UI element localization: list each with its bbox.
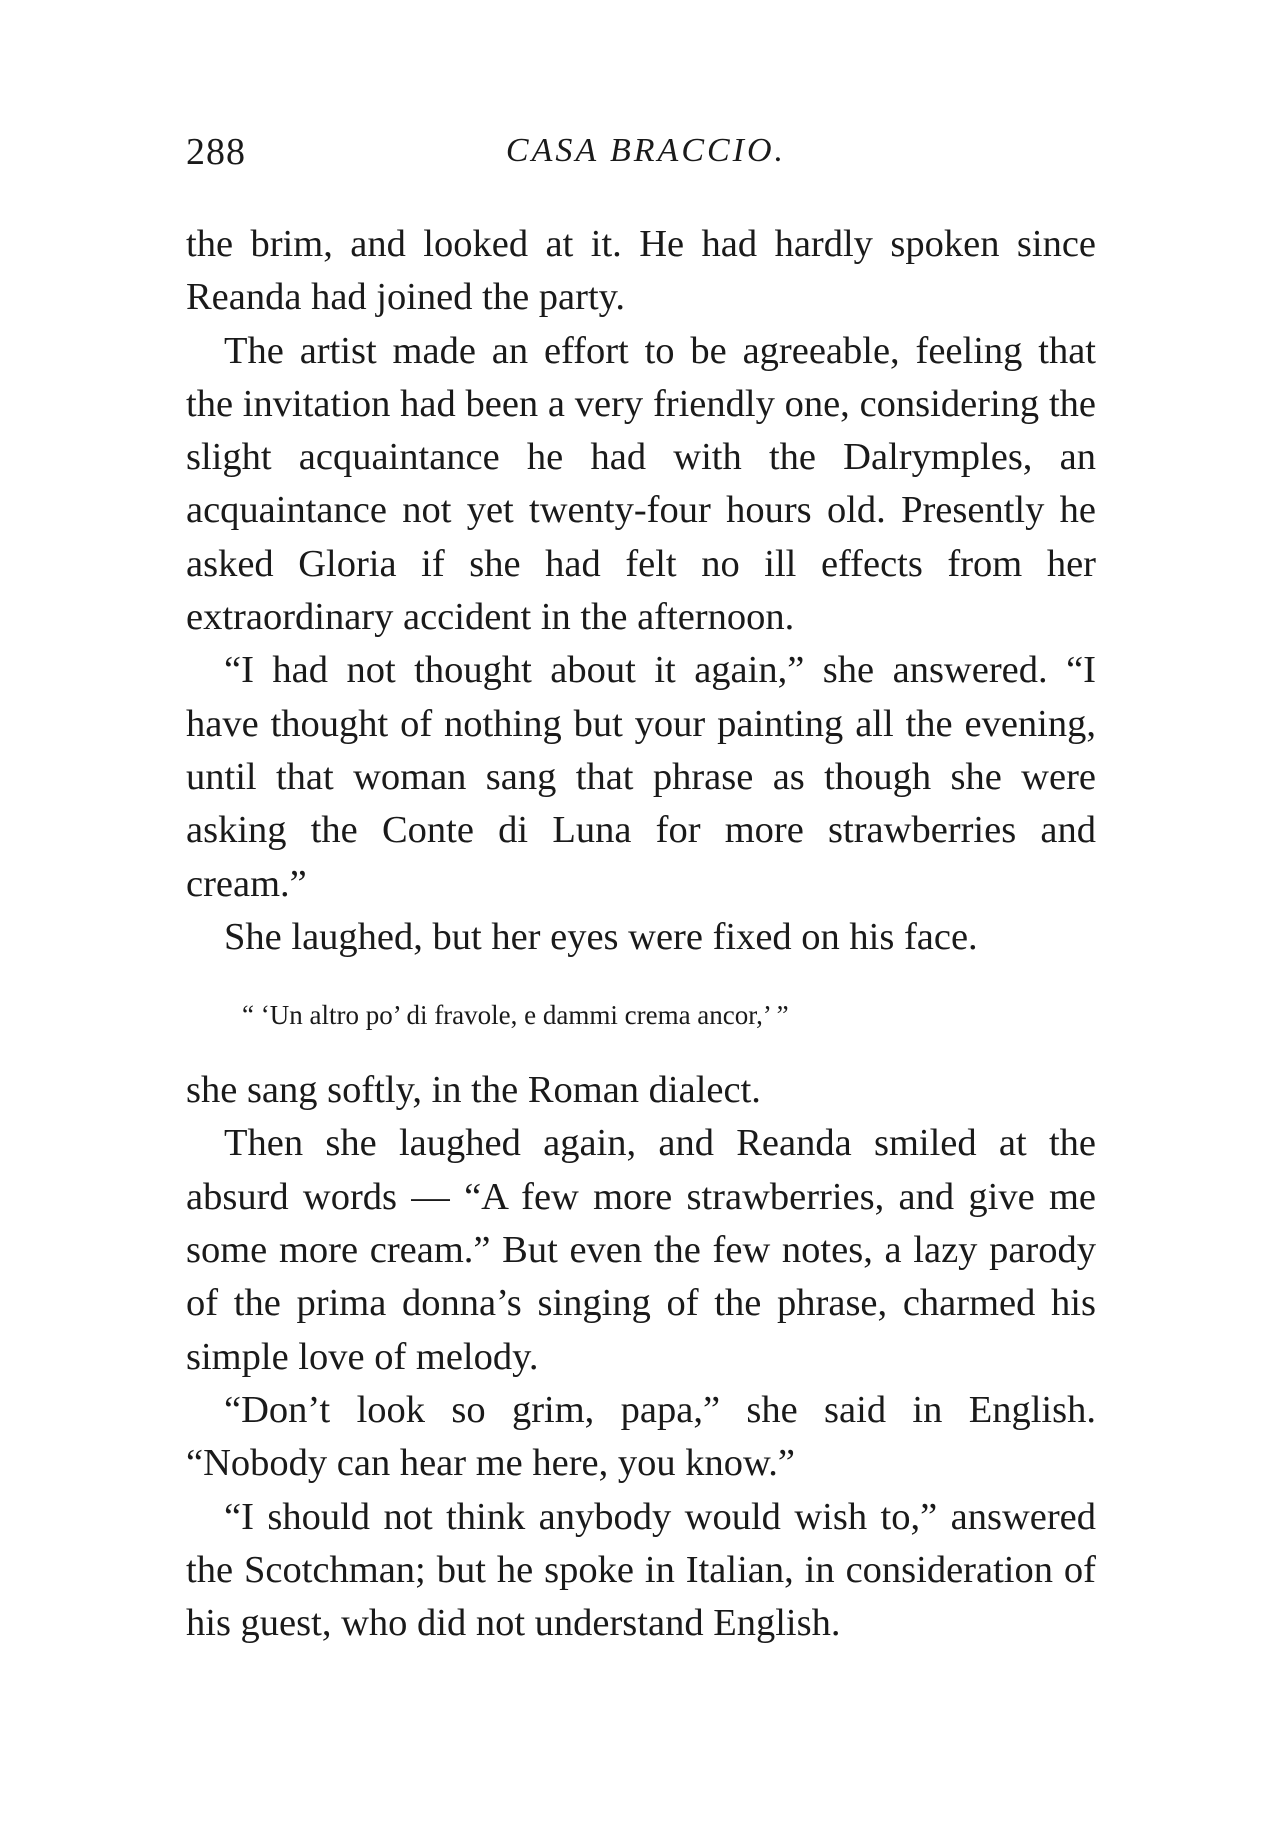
book-page (186, 118, 1096, 1650)
paragraph: “I should not think anybody would wish to,” answered the Scotchman; but he spoke in Italian, in consideration of his guest, who did not understand English. (186, 1495, 1096, 1645)
paragraph: She laughed, but her eyes were fixed on his face. (224, 915, 978, 958)
paragraph: “Don’t look so grim, papa,” she said in English. “Nobody can hear me here, you know.” (186, 1388, 1096, 1485)
running-title: CASA BRACCIO. (505, 132, 787, 169)
body-text (186, 218, 1096, 1650)
paragraph: Then she laughed again, and Reanda smiled at the absurd words — “A few more strawberries, and give me some more cream.” But even the few notes, a lazy parody of the prima donna’s singing of the phrase, charmed his simple love of melody. (186, 1122, 1096, 1378)
song-quotation: “ ‘Un altro po’ di fravole, e dammi crema ancor,’ ” (242, 1000, 789, 1031)
paragraph-continuation: the brim, and looked at it. He had hardly spoken since Reanda had joined the party. (186, 223, 1096, 319)
paragraph: The artist made an effort to be agreeable, feeling that the invitation had been a very friendly one, considering the slight acquaintance he had with the Dalrymples, an acquaintance not yet twenty-four hours old. Presently he asked Gloria if she had felt no ill effects from her extraordinary accident in the afternoon. (186, 329, 1096, 639)
paragraph-continuation: she sang softly, in the Roman dialect. (186, 1069, 761, 1112)
running-head (186, 118, 1096, 178)
page-number: 288 (186, 131, 246, 173)
paragraph: “I had not thought about it again,” she answered. “I have thought of nothing but your painting all the evening, until that woman sang that phrase as though she were asking the Conte di Luna for more strawberries and cream.” (186, 649, 1096, 905)
